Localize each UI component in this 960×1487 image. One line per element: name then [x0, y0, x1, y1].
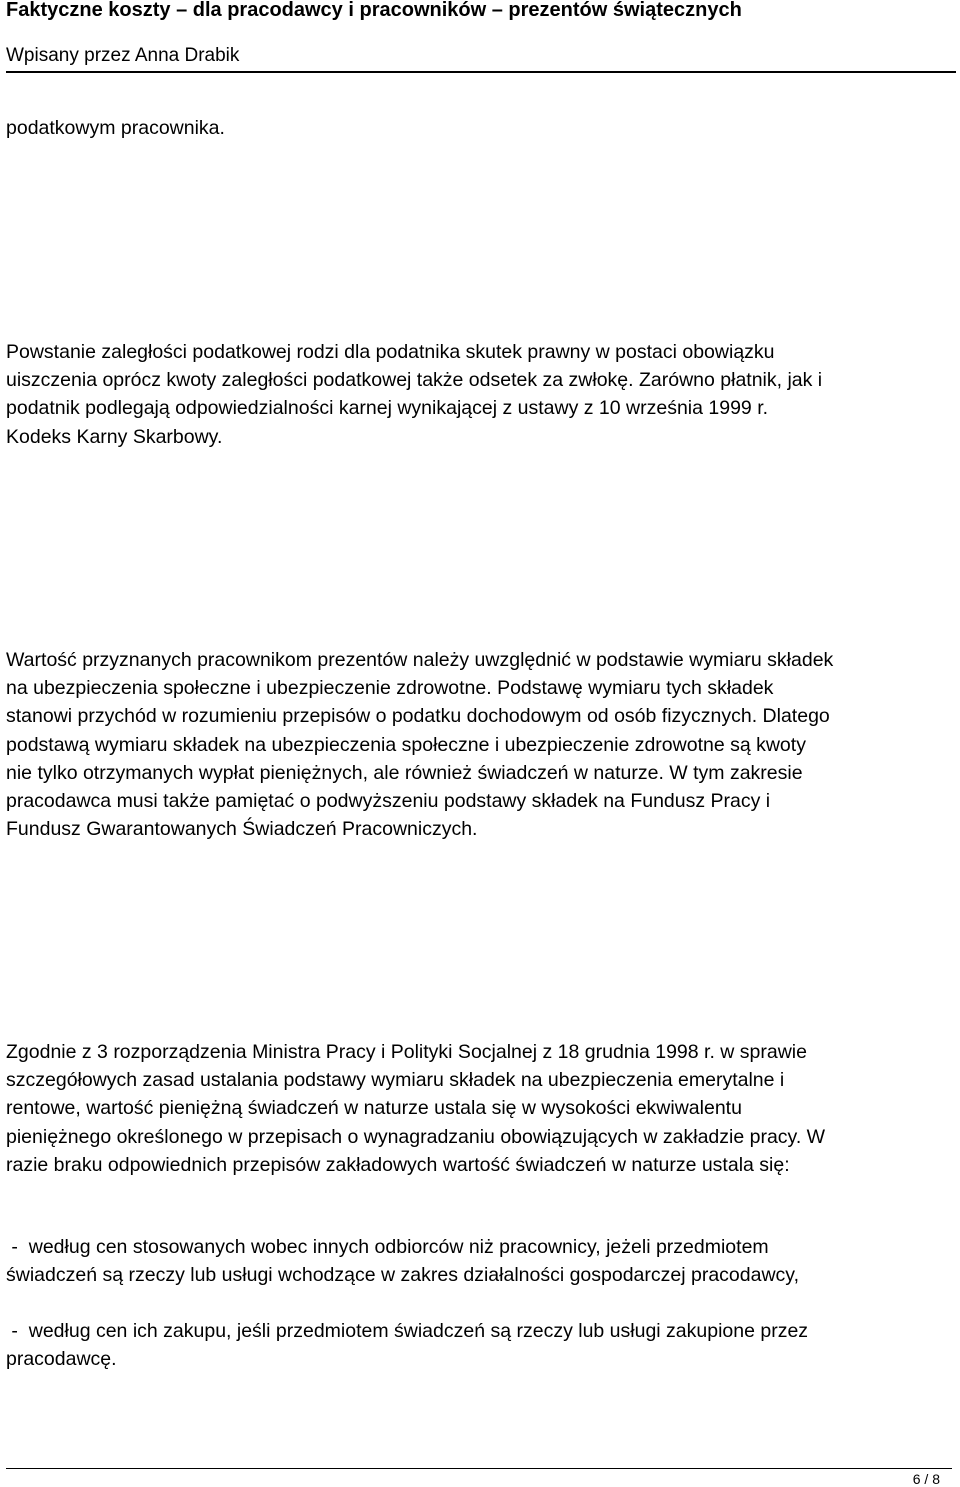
header-divider	[6, 71, 956, 73]
text-line: podatkowym pracownika.	[6, 117, 225, 139]
text-line: Wartość przyznanych pracownikom prezentów należy uwzględnić w podstawie wymiaru składek	[6, 649, 834, 671]
text-line: stanowi przychód w rozumieniu przepisów o podatku dochodowym od osób fizycznych. Dlatego	[6, 705, 830, 728]
text-line: pracodawcę.	[6, 1348, 117, 1371]
text-line: Powstanie zaległości podatkowej rodzi dla podatnika skutek prawny w postaci obowiązku	[6, 341, 775, 363]
text-line: świadczeń są rzeczy lub usługi wchodzące w zakres działalności gospodarczej pracodawcy,	[6, 1264, 800, 1287]
paragraph-tax-arrears	[6, 338, 958, 451]
footer-divider	[6, 1468, 952, 1469]
document-title: Faktyczne koszty – dla pracodawcy i pracowników – prezentów świątecznych	[6, 0, 742, 21]
list-item-purchase-price	[6, 1317, 958, 1373]
text-line: nie tylko otrzymanych wypłat pieniężnych, ale również świadczeń w naturze. W tym zakresie	[6, 761, 803, 784]
paragraph-regulation	[6, 1038, 958, 1179]
text-line: rentowe, wartość pieniężną świadczeń w naturze ustala się w wysokości ekwiwalentu	[6, 1097, 742, 1120]
text-line: Kodeks Karny Skarbowy.	[6, 425, 223, 448]
text-line: uiszczenia oprócz kwoty zaległości podatkowej także odsetek za zwłokę. Zarówno płatnik, jak i	[6, 369, 823, 392]
text-line: - według cen stosowanych wobec innych odbiorców niż pracownicy, jeżeli przedmiotem	[6, 1236, 769, 1258]
paragraph-continuation	[6, 114, 958, 142]
text-line: szczegółowych zasad ustalania podstawy wymiaru składek na ubezpieczenia emerytalne i	[6, 1069, 785, 1092]
text-line: pieniężnego określonego w przepisach o wynagradzaniu obowiązujących w zakładzie pracy. W	[6, 1125, 826, 1148]
list-item-other-customers	[6, 1233, 958, 1289]
paragraph-contribution-base	[6, 646, 958, 843]
text-line: - według cen ich zakupu, jeśli przedmiotem świadczeń są rzeczy lub usługi zakupione przez	[6, 1320, 809, 1342]
text-line: razie braku odpowiednich przepisów zakładowych wartość świadczeń w naturze ustala się:	[6, 1153, 790, 1176]
text-line: na ubezpieczenia społeczne i ubezpieczenie zdrowotne. Podstawę wymiaru tych składek	[6, 677, 774, 700]
text-line: podatnik podlegają odpowiedzialności karnej wynikającej z ustawy z 10 września 1999 r.	[6, 397, 769, 420]
text-line: pracodawca musi także pamiętać o podwyższeniu podstawy składek na Fundusz Pracy i	[6, 790, 771, 813]
text-line: podstawą wymiaru składek na ubezpieczenia społeczne i ubezpieczenie zdrowotne są kwoty	[6, 733, 806, 756]
author-line: Wpisany przez Anna Drabik	[6, 45, 240, 66]
text-line: Fundusz Gwarantowanych Świadczeń Pracowniczych.	[6, 818, 478, 841]
text-line: Zgodnie z 3 rozporządzenia Ministra Pracy i Polityki Socjalnej z 18 grudnia 1998 r. w sprawie	[6, 1041, 807, 1063]
page-number: 6 / 8	[912, 1471, 940, 1487]
